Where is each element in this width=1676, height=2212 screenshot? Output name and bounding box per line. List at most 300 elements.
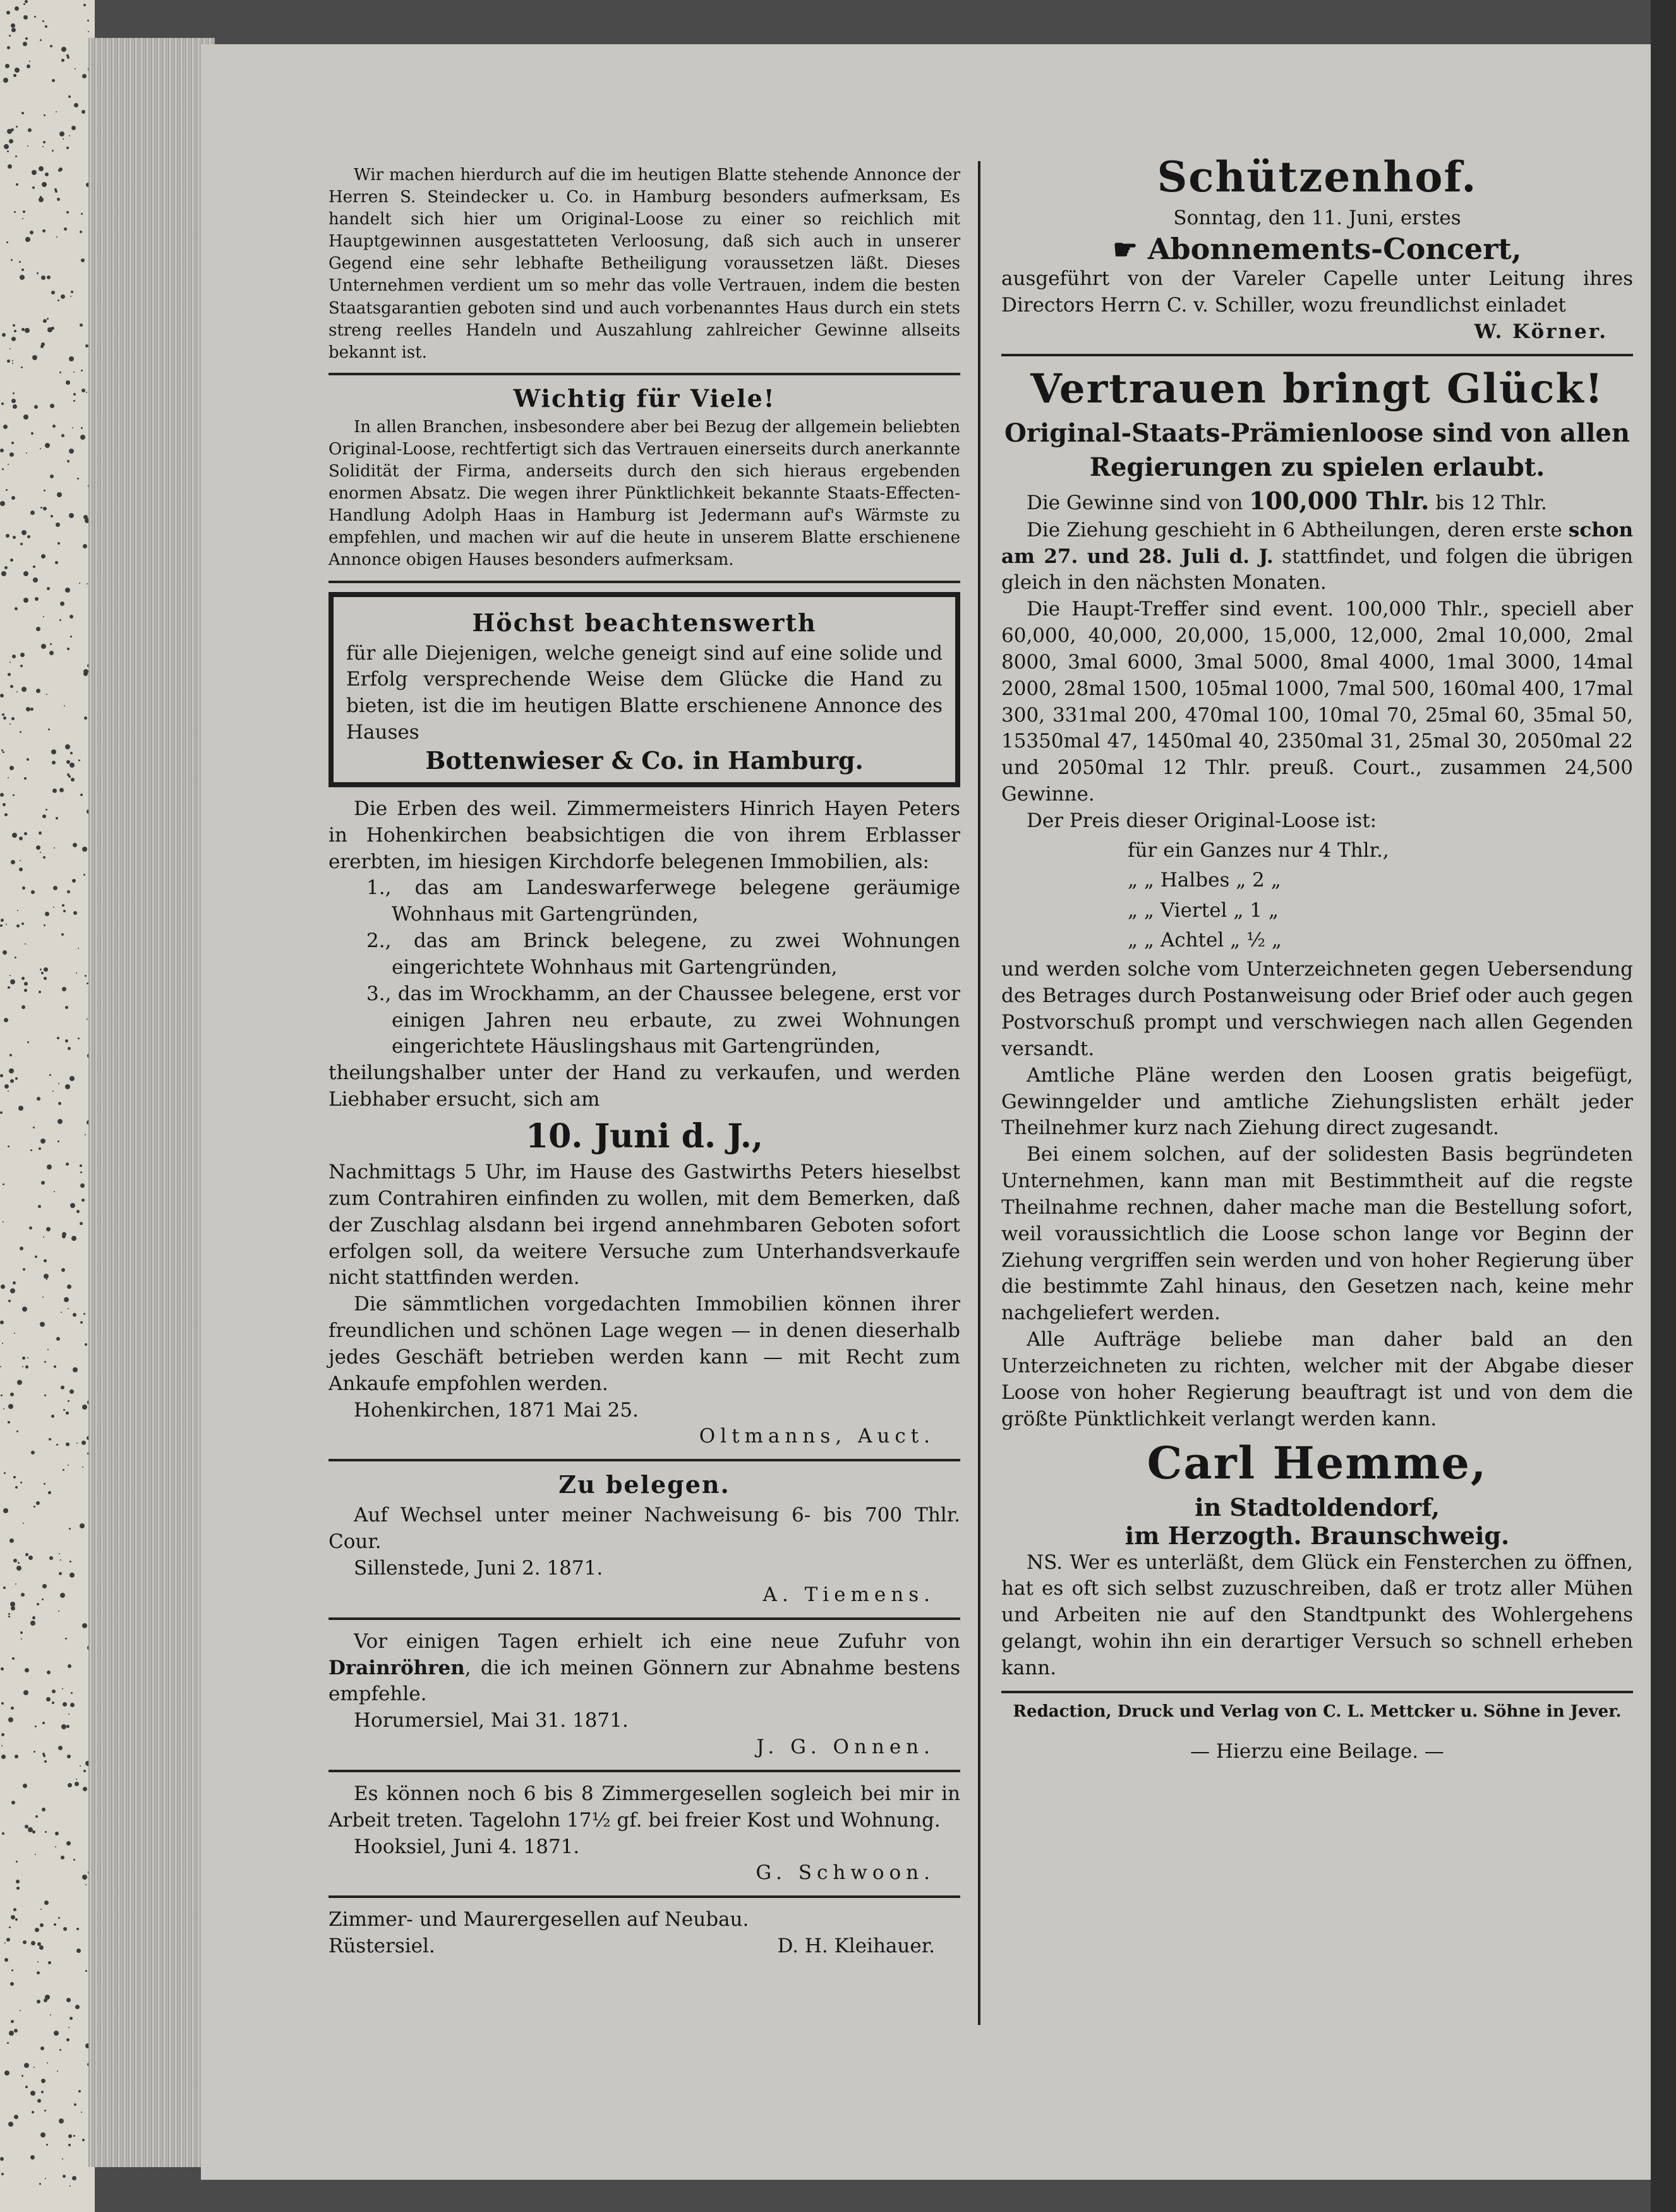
speckle-dot: [80, 435, 85, 440]
speckle-dot: [33, 565, 35, 568]
speckle-dot: [70, 1703, 75, 1707]
speckle-dot: [22, 1366, 23, 1367]
gewinne-a: Die Gewinne sind von: [1027, 492, 1243, 515]
speckle-dot: [83, 672, 88, 676]
speckle-dot: [73, 400, 75, 402]
speckle-dot: [56, 1444, 58, 1446]
schuetzenhof-concert: [1001, 232, 1633, 266]
speckle-dot: [78, 948, 79, 949]
speckle-dot: [68, 1308, 69, 1309]
speckle-dot: [21, 687, 27, 692]
speckle-dot: [68, 1465, 69, 1466]
speckle-dot: [76, 1949, 81, 1953]
speckle-dot: [57, 1037, 59, 1039]
speckle-dot: [62, 904, 64, 907]
speckle-dot: [41, 554, 45, 559]
speckle-dot: [68, 1047, 71, 1050]
speckle-dot: [6, 11, 10, 15]
speckle-dot: [20, 543, 23, 545]
speckle-dot: [16, 1880, 20, 1883]
speckle-dot: [45, 25, 47, 28]
speckle-dot: [8, 1613, 10, 1615]
speckle-dot: [3, 1408, 4, 1410]
speckle-dot: [43, 856, 45, 859]
speckle-dot: [36, 627, 40, 631]
speckle-dot: [9, 139, 13, 143]
speckle-dot: [44, 1394, 46, 1396]
speckle-dot: [44, 2110, 46, 2112]
ziehung: [1001, 517, 1633, 597]
speckle-dot: [37, 272, 39, 274]
speckle-dot: [3, 1586, 6, 1589]
speckle-dot: [80, 1765, 81, 1767]
speckle-dot: [45, 443, 50, 448]
speckle-dot: [21, 922, 24, 925]
speckle-dot: [59, 372, 61, 373]
speckle-dot: [42, 1722, 45, 1724]
speckle-dot: [41, 2091, 44, 2093]
speckle-dot: [16, 1887, 20, 1890]
speckle-dot: [9, 1068, 14, 1073]
speckle-dot: [3, 1183, 4, 1185]
speckle-dot: [16, 183, 18, 186]
speckle-dot: [60, 601, 64, 606]
speckle-dot: [83, 1313, 85, 1315]
speckle-dot: [78, 1037, 80, 1039]
treffer: Die Haupt-Treffer sind event. 100,000 Thlr., speciell aber 60,000, 40,000, 20,000, 15,000, 12,000, 2mal 10,000, 2mal 8000, 3mal 6000, 3mal 5000, 8mal 4000, 1mal 3000, 14mal 2000, 28mal 1500, 105mal 1000, 7mal 500, 160mal 400, 17mal 300, 331mal 200, 470mal 100, 10mal 70, 25mal 60, 35mal 50, 15350mal 47, 1450mal 40, 2350mal 31, 25mal 30, 2050mal 22 und 2050mal 12 Thlr. preuß. Court., zusammen 24,500 Gewinne.: [1001, 598, 1633, 806]
drain-text: [329, 1629, 960, 1708]
rule: [329, 1770, 960, 1772]
speckle-dot: [3, 950, 7, 955]
rule: [1001, 354, 1633, 356]
drain-bold: Drainröhren: [329, 1656, 465, 1679]
speckle-dot: [11, 399, 16, 403]
speckle-dot: [33, 577, 38, 583]
speckle-dot: [20, 665, 23, 667]
speckle-dot: [8, 1616, 10, 1617]
speckle-dot: [42, 1599, 44, 1600]
speckle-dot: [64, 1297, 69, 1302]
speckle-dot: [74, 103, 78, 107]
speckle-dot: [51, 749, 56, 754]
speckle-dot: [10, 979, 15, 984]
speckle-dot: [3, 78, 8, 83]
speckle-dot: [59, 788, 64, 792]
speckle-dot: [85, 1884, 87, 1885]
speckle-dot: [36, 1501, 40, 1505]
hoechst-title: Höchst beachtenswerth: [472, 608, 817, 637]
speckle-dot: [67, 1755, 71, 1758]
speckle-dot: [1, 1755, 6, 1759]
speckle-dot: [56, 523, 60, 527]
speckle-dot: [10, 1079, 14, 1083]
speckle-dot: [67, 648, 69, 650]
speckle-dot: [73, 1367, 78, 1372]
speckle-dot: [41, 972, 44, 974]
speckle-dot: [66, 1841, 71, 1846]
speckle-dot: [47, 318, 49, 320]
speckle-dot: [30, 2091, 35, 2096]
pointing-hand-icon: ☛: [1112, 233, 1138, 266]
belegen-text: Auf Wechsel unter meiner Nachweisung 6- bis 700 Thlr. Cour.: [329, 1504, 960, 1554]
speckle-dot: [64, 227, 67, 231]
speckle-dot: [38, 1205, 41, 1208]
speckle-dot: [52, 1701, 54, 1704]
erben-item: 3., das im Wrockhamm, an der Chaussee belegene, erst vor einigen Jahren neu erbaute, zu zwei Wohnungen eingerichtete Häuslingshaus mit Gartengründen,: [366, 982, 960, 1058]
speckle-dot: [7, 2042, 9, 2044]
speckle-dot: [42, 1808, 45, 1811]
speckle-dot: [57, 2070, 58, 2072]
speckle-dot: [63, 138, 64, 140]
speckle-dot: [39, 166, 44, 171]
erben-date: 10. Juni d. J.,: [526, 1117, 763, 1156]
speckle-dot: [72, 2176, 76, 2180]
beilage-note: — Hierzu eine Beilage. —: [1190, 1739, 1444, 1763]
speckle-dot: [2, 1343, 3, 1344]
speckle-dot: [15, 1918, 18, 1921]
speckle-dot: [68, 1400, 69, 1402]
speckle-dot: [16, 1430, 18, 1432]
speckle-dot: [83, 874, 85, 876]
speckle-dot: [81, 110, 85, 114]
notice-steindecker: Wir machen hierdurch auf die im heutigen Blatte stehende Annonce der Herren S. Steindecker u. Co. in Hamburg besonders aufmerksam, Es handelt sich hier um Original-Loose zu einer so reichlich mit Hauptgewinnen ausgestatteten Verloosung, daß sich auch in unserer Gegend eine sehr lebhafte Betheiligung voraussetzen läßt. Dieses Unternehmen verdient um so mehr das volle Vertrauen, indem die besten Staatsgarantien geboten sind und auch vorbenanntes Haus durch ein stets streng reelles Handeln und Auszahlung zahlreicher Gewinne allseits bekannt ist.: [329, 166, 960, 362]
speckle-dot: [13, 324, 15, 327]
speckle-dot: [31, 432, 33, 435]
speckle-dot: [41, 1181, 45, 1185]
speckle-dot: [81, 213, 83, 215]
speckle-dot: [59, 2049, 61, 2051]
hemme-name: Carl Hemme,: [1147, 1436, 1488, 1489]
speckle-dot: [44, 1274, 49, 1279]
auftraege: Alle Aufträge beliebe man daher bald an den Unterzeichneten zu richten, welcher mit der Abgabe dieser Loose von hoher Regierung beauftragt ist und von dem die größte Pünktlichkeit verlangt werden kann.: [1001, 1328, 1633, 1430]
speckle-dot: [0, 924, 3, 927]
speckle-dot: [4, 1084, 9, 1089]
speckle-dot: [45, 1995, 50, 2000]
speckle-dot: [42, 20, 44, 22]
speckle-dot: [76, 972, 77, 974]
speckle-dot: [8, 2122, 13, 2127]
speckle-dot: [72, 879, 76, 883]
hoechst-firm: Bottenwieser & Co. in Hamburg.: [425, 746, 864, 775]
speckle-dot: [24, 989, 27, 992]
speckle-dot: [12, 833, 17, 838]
speckle-dot: [31, 890, 35, 894]
speckle-dot: [54, 1365, 56, 1368]
speckle-dot: [37, 1971, 40, 1974]
speckle-dot: [37, 1603, 39, 1605]
speckle-dot: [63, 1702, 67, 1707]
speckle-dot: [81, 258, 85, 262]
speckle-dot: [80, 1183, 85, 1188]
speckle-dot: [58, 1611, 59, 1612]
speckle-dot: [11, 2020, 14, 2023]
speckle-dot: [1, 1394, 3, 1396]
speckle-dot: [69, 615, 73, 619]
erben-mid: theilungshalber unter der Hand zu verkaufen, und werden Liebhaber ersucht, sich am: [329, 1061, 960, 1111]
speckle-dot: [61, 59, 64, 62]
speckle-dot: [49, 1438, 51, 1441]
speckle-dot: [69, 1573, 75, 1578]
speckle-dot: [85, 1134, 86, 1135]
speckle-dot: [83, 515, 88, 519]
speckle-dot: [73, 843, 77, 847]
speckle-dot: [66, 147, 69, 149]
speckle-dot: [82, 847, 87, 852]
speckle-dot: [23, 210, 25, 213]
speckle-dot: [12, 363, 13, 364]
speckle-dot: [54, 188, 57, 191]
speckle-dot: [35, 1928, 39, 1932]
speckle-dot: [56, 111, 57, 112]
speckle-dot: [70, 752, 73, 754]
speckle-dot: [8, 164, 12, 169]
speckle-dot: [42, 1584, 47, 1588]
speckle-dot: [71, 778, 75, 782]
speckle-dot: [81, 389, 85, 392]
speckle-dot: [25, 1365, 28, 1369]
speckle-dot: [40, 507, 42, 509]
speckle-dot: [20, 1482, 22, 1484]
speckle-dot: [59, 2118, 64, 2124]
speckle-dot: [32, 1830, 35, 1834]
speckle-dot: [24, 2063, 29, 2068]
speckle-dot: [11, 860, 15, 864]
speckle-dot: [54, 1191, 55, 1192]
zimmer-place: Hooksiel, Juni 4. 1871.: [354, 1835, 580, 1858]
speckle-dot: [43, 1236, 44, 1238]
speckle-dot: [52, 761, 56, 765]
speckle-dot: [15, 1755, 18, 1758]
speckle-dot: [1, 1733, 4, 1736]
speckle-dot: [41, 342, 45, 346]
speckle-dot: [30, 231, 33, 234]
speckle-dot: [55, 561, 58, 564]
speckle-dot: [21, 112, 24, 114]
speckle-dot: [25, 328, 30, 333]
speckle-dot: [52, 1091, 54, 1092]
zimmer-text: Es können noch 6 bis 8 Zimmergesellen sogleich bei mir in Arbeit treten. Tagelohn 17½ gf. bei freier Kost und Wohnung.: [329, 1782, 960, 1832]
speckle-dot: [80, 1321, 83, 1324]
speckle-dot: [23, 3, 25, 5]
speckle-dot: [10, 559, 13, 562]
speckle-dot: [34, 405, 38, 409]
speckle-dot: [6, 924, 7, 925]
speckle-dot: [39, 1147, 41, 1150]
speckle-dot: [13, 1476, 16, 1478]
rule: [329, 1459, 960, 1461]
ziehung-b: stattfindet, und folgen die übrigen gleich in den nächsten Monaten.: [1001, 545, 1634, 595]
speckle-dot: [25, 237, 30, 242]
speckle-dot: [82, 74, 87, 78]
speckle-dot: [67, 56, 69, 59]
speckle-dot: [57, 299, 59, 301]
speckle-dot: [16, 691, 18, 692]
speckle-dot: [6, 1938, 10, 1942]
speckle-dot: [29, 61, 30, 62]
speckle-dot: [46, 1697, 51, 1701]
speckle-dot: [39, 197, 44, 202]
speckle-dot: [1, 1667, 4, 1671]
speckle-dot: [0, 449, 4, 452]
speckle-dot: [3, 716, 6, 720]
speckle-dot: [11, 1969, 13, 1971]
speckle-dot: [15, 1077, 18, 1080]
speckle-dot: [10, 1602, 15, 1607]
speckle-dot: [27, 64, 30, 68]
concert-label: Abonnements-Concert,: [1147, 231, 1522, 266]
speckle-dot: [78, 2090, 81, 2093]
speckle-dot: [61, 1856, 64, 1859]
speckle-dot: [37, 2099, 41, 2103]
book-cover-margin: [0, 0, 95, 2212]
speckle-dot: [46, 1279, 47, 1280]
speckle-dot: [65, 1084, 70, 1089]
speckle-dot: [75, 2005, 80, 2009]
speckle-dot: [21, 269, 24, 271]
speckle-dot: [11, 1801, 15, 1804]
speckle-dot: [37, 1961, 39, 1962]
speckle-dot: [23, 571, 28, 576]
speckle-dot: [11, 1707, 14, 1710]
speckle-dot: [9, 766, 14, 770]
speckle-dot: [40, 1322, 45, 1327]
speckle-dot: [73, 1313, 76, 1317]
speckle-dot: [33, 1127, 35, 1128]
speckle-dot: [21, 977, 25, 980]
erben-place: Hohenkirchen, 1871 Mai 25.: [354, 1398, 639, 1422]
erben-list: [329, 875, 960, 1060]
speckle-dot: [61, 1312, 62, 1313]
maurer-line: Zimmer- und Maurergesellen auf Neubau.: [329, 1908, 749, 1931]
speckle-dot: [68, 1783, 72, 1787]
speckle-dot: [22, 218, 23, 219]
speckle-dot: [44, 977, 47, 980]
speckle-dot: [8, 1145, 9, 1147]
scan-border: [1651, 0, 1676, 2212]
speckle-dot: [85, 975, 87, 977]
speckle-dot: [13, 536, 16, 539]
speckle-dot: [47, 587, 50, 590]
speckle-dot: [15, 607, 18, 610]
speckle-dot: [3, 803, 6, 806]
speckle-dot: [61, 294, 65, 299]
column-divider: [978, 161, 980, 2025]
speckle-dot: [25, 1668, 29, 1672]
speckle-dot: [75, 68, 76, 70]
speckle-dot: [44, 1901, 49, 1905]
speckle-dot: [45, 912, 49, 916]
speckle-dot: [43, 616, 44, 617]
speckle-dot: [71, 126, 76, 130]
speckle-dot: [62, 1688, 63, 1689]
speckle-dot: [11, 1606, 15, 1611]
speckle-dot: [40, 852, 41, 853]
speckle-dot: [22, 1307, 27, 1312]
speckle-dot: [73, 1859, 75, 1861]
speckle-dot: [8, 777, 9, 778]
speckle-dot: [66, 1725, 69, 1728]
speckle-dot: [7, 150, 9, 152]
speckle-dot: [2, 333, 6, 337]
speckle-dot: [26, 707, 30, 711]
speckle-dot: [4, 2070, 9, 2076]
speckle-dot: [69, 1561, 71, 1562]
speckle-dot: [44, 1361, 46, 1363]
speckle-dot: [66, 1411, 69, 1415]
speckle-dot: [23, 1784, 27, 1788]
rule: [329, 1895, 960, 1898]
speckle-dot: [14, 330, 16, 332]
speckle-dot: [59, 131, 64, 136]
speckle-dot: [16, 924, 20, 928]
speckle-dot: [14, 2029, 18, 2033]
speckle-dot: [57, 492, 62, 497]
speckle-dot: [57, 198, 60, 201]
speckle-dot: [20, 860, 21, 861]
speckle-dot: [73, 393, 76, 396]
speckle-dot: [35, 1725, 37, 1727]
erben-item: 2., das am Brinck belegene, zu zwei Wohnungen eingerichtete Wohnhaus mit Gartengründen,: [366, 929, 960, 979]
speckle-dot: [6, 534, 9, 538]
schuetzenhof-text: ausgeführt von der Vareler Capelle unter Leitung ihres Directors Herrn C. v. Schiller, wozu freundlichst einladet: [1001, 267, 1633, 317]
speckle-dot: [51, 1415, 54, 1418]
speckle-dot: [71, 291, 73, 293]
speckle-dot: [21, 1593, 25, 1597]
speckle-dot: [63, 1409, 65, 1411]
speckle-dot: [61, 933, 64, 936]
speckle-dot: [42, 1753, 45, 1755]
speckle-dot: [4, 813, 8, 816]
speckle-dot: [41, 2079, 45, 2083]
speckle-dot: [13, 794, 15, 796]
speckle-dot: [1, 919, 4, 922]
speckle-dot: [9, 975, 11, 976]
erben-rest: Nachmittags 5 Uhr, im Hause des Gastwirths Peters hieselbst zum Contrahiren einfinden zu wollen, mit dem Bemerken, daß der Zuschlag alsdann bei irgend annehmbaren Geboten sofort erfolgen soll, da weitere Versuche zum Unterhandsverkaufe nicht stattfinden werden.: [329, 1161, 960, 1290]
speckle-dot: [25, 37, 28, 40]
speckle-dot: [33, 2067, 35, 2068]
speckle-dot: [45, 809, 47, 811]
speckle-dot: [40, 1923, 44, 1927]
speckle-dot: [46, 2144, 48, 2146]
speckle-dot: [57, 1140, 59, 1142]
speckle-dot: [11, 717, 15, 720]
speckle-dot: [59, 167, 63, 171]
speckle-dot: [30, 708, 33, 711]
speckle-dot: [71, 1236, 76, 1241]
speckle-dot: [0, 694, 4, 698]
speckle-dot: [44, 1483, 45, 1485]
speckle-dot: [85, 1343, 87, 1346]
speckle-dot: [83, 544, 87, 548]
speckle-dot: [23, 598, 28, 603]
speckle-dot: [17, 1380, 22, 1385]
speckle-dot: [37, 1942, 41, 1946]
speckle-dot: [20, 1247, 23, 1250]
speckle-dot: [69, 449, 74, 454]
speckle-dot: [9, 1926, 11, 1928]
speckle-dot: [50, 404, 54, 408]
speckle-dot: [28, 128, 32, 132]
speckle-dot: [83, 1787, 87, 1791]
speckle-dot: [11, 496, 15, 500]
speckle-dot: [37, 1097, 40, 1101]
speckle-dot: [5, 64, 9, 68]
speckle-dot: [80, 231, 82, 233]
speckle-dot: [56, 1337, 60, 1341]
speckle-dot: [66, 760, 70, 764]
speckle-dot: [65, 588, 70, 593]
speckle-dot: [81, 370, 83, 372]
